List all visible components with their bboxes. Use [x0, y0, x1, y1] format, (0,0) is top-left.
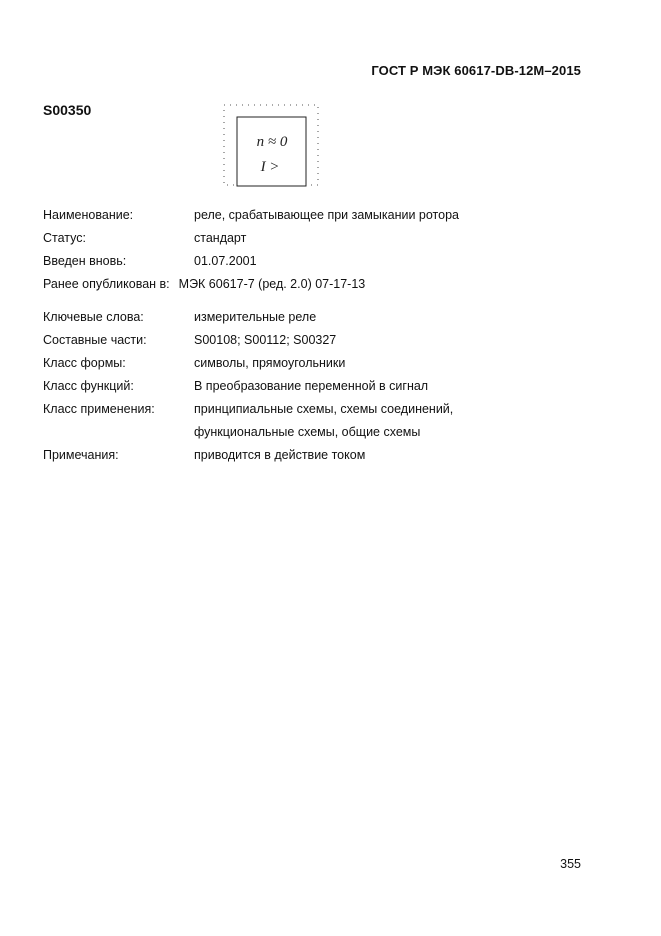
symbol-drawing — [223, 104, 319, 196]
field-keywords — [43, 305, 603, 328]
symbol-properties — [43, 203, 603, 466]
field-label: Ранее опубликован в: — [43, 276, 170, 291]
field-function-class — [43, 374, 603, 397]
field-value: принципиальные схемы, схемы соединений, — [194, 401, 454, 416]
field-label: Примечания: — [43, 447, 119, 462]
field-value: функциональные схемы, общие схемы — [194, 424, 421, 439]
field-status — [43, 226, 603, 249]
field-previously-published — [43, 272, 603, 295]
field-value: символы, прямоугольники — [194, 355, 346, 370]
field-label: Наименование: — [43, 207, 134, 222]
field-application-class — [43, 397, 603, 420]
field-name — [43, 203, 603, 226]
field-value: измерительные реле — [194, 309, 317, 324]
field-label: Введен вновь: — [43, 253, 127, 268]
field-label: Класс применения: — [43, 401, 155, 416]
field-value: реле, срабатывающее при замыкании ротора — [194, 207, 459, 222]
field-application-class-continued — [43, 420, 603, 443]
relay-box — [237, 117, 306, 186]
symbol-line-speed: n ≈ 0 — [256, 134, 288, 150]
document-header: ГОСТ Р МЭК 60617-DB-12M–2015 — [371, 63, 581, 78]
field-value: приводится в действие током — [194, 447, 366, 462]
field-label: Класс функций: — [43, 378, 134, 393]
field-shape-class — [43, 351, 603, 374]
field-label: Класс формы: — [43, 355, 126, 370]
field-value: В преобразование переменной в сигнал — [194, 378, 429, 393]
field-label: Ключевые слова: — [43, 309, 144, 324]
page-number: 355 — [560, 857, 581, 871]
field-notes — [43, 443, 603, 466]
field-value: S00108; S00112; S00327 — [194, 332, 337, 347]
field-components — [43, 328, 603, 351]
field-value: стандарт — [194, 230, 247, 245]
field-label: Статус: — [43, 230, 86, 245]
symbol-id: S00350 — [43, 102, 92, 118]
field-label: Составные части: — [43, 332, 147, 347]
field-value: МЭК 60617-7 (ред. 2.0) 07-17-13 — [178, 276, 366, 291]
symbol-line-current: I > — [260, 159, 280, 175]
field-introduced — [43, 249, 603, 272]
field-value: 01.07.2001 — [194, 253, 257, 268]
